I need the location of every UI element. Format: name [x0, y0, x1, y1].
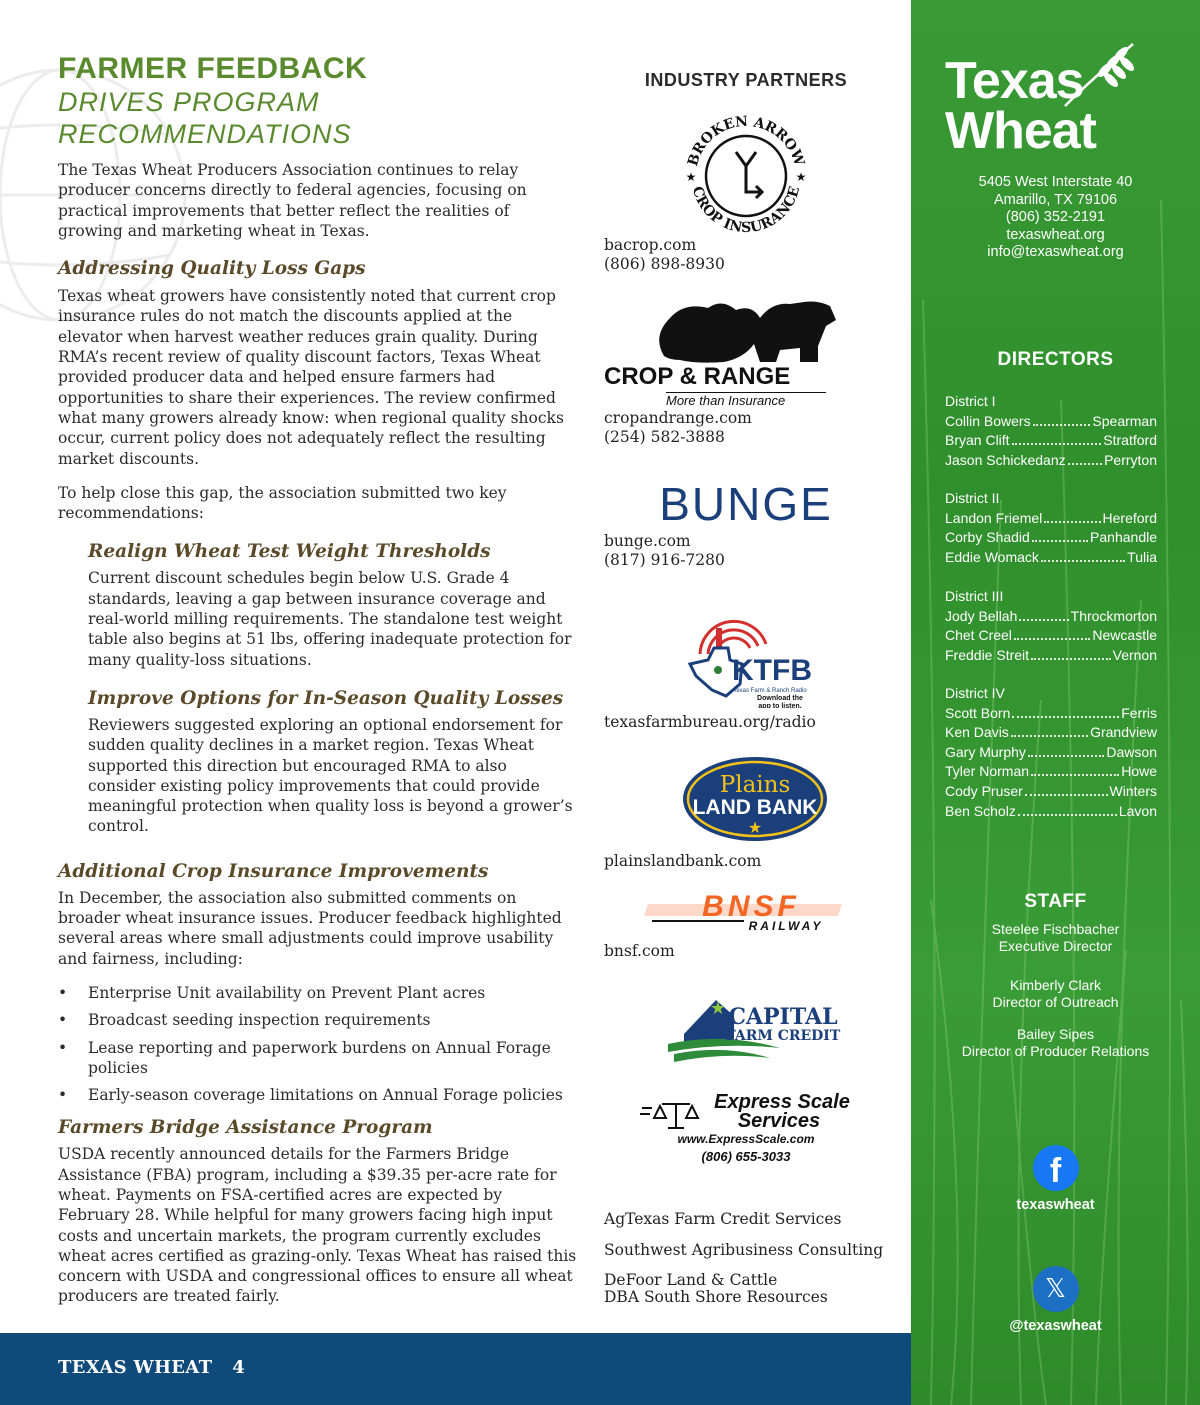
- crop-range-name: CROP & RANGE: [604, 363, 791, 390]
- plains-site[interactable]: plainslandbank.com: [604, 852, 762, 870]
- article-title: FARMER FEEDBACK: [58, 52, 368, 85]
- bunge-partner: [604, 478, 888, 570]
- footer-page-number: 4: [232, 1357, 246, 1378]
- address-website[interactable]: texaswheat.org: [1006, 226, 1105, 243]
- broken-arrow-site[interactable]: bacrop.com: [604, 236, 697, 254]
- section-heading-quality-loss: Addressing Quality Loss Gaps: [58, 258, 366, 280]
- staff-member: [911, 1026, 1200, 1060]
- director-row: Freddie Streit Vernon: [945, 646, 1157, 663]
- bridge-paragraph: USDA recently announced details for the Farmers Bridge Assistance (FBA) program, including a $39.35 per-acre rate for wheat. Payments on FSA-certified acres are expected by February 28. While helpful for many growers facing high input costs and uncertain markets, the program currently excludes wheat acres certified as grazing-only. Texas Wheat has raised this concern with USDA and congressional offices to ensure all wheat producers are treated fairly.: [58, 1145, 577, 1306]
- list-item: • Enterprise Unit availability on Prevent Plant acres: [58, 983, 578, 1003]
- director-row: Gary Murphy Dawson: [945, 743, 1157, 760]
- brand-texas: Texas: [945, 52, 1084, 110]
- x-handle[interactable]: @texaswheat: [1009, 1318, 1102, 1334]
- district-label: District II: [945, 490, 1000, 506]
- director-row: Tyler Norman Howe: [945, 763, 1157, 780]
- text-partners: [604, 1210, 888, 1306]
- subsection-heading-test-weight: Realign Wheat Test Weight Thresholds: [88, 541, 491, 563]
- svg-text:FARM CREDIT: FARM CREDIT: [725, 1028, 841, 1044]
- facebook-link[interactable]: [911, 1145, 1200, 1213]
- broken-arrow-logo: [604, 112, 888, 236]
- district-label: District III: [945, 588, 1004, 604]
- director-row: Eddie Womack Tulia: [945, 548, 1157, 565]
- district-2: [945, 489, 1157, 567]
- intro-paragraph: The Texas Wheat Producers Association continues to relay producer concerns directly to federal agencies, focusing on practical improvements that better reflect the realities of growing and marketing wheat in Texas.: [58, 161, 527, 240]
- contact-address: [911, 174, 1200, 262]
- footer-publication: TEXAS WHEAT: [58, 1357, 213, 1378]
- address-city: Amarillo, TX 79106: [993, 191, 1118, 208]
- director-row: Bryan Clift Stratford: [945, 432, 1157, 449]
- express-logo: [604, 1086, 888, 1166]
- staff-name: Bailey Sipes: [1016, 1026, 1095, 1042]
- svg-text:BNSF: BNSF: [702, 890, 800, 923]
- district-label: District I: [945, 393, 996, 409]
- test-weight-paragraph: Current discount schedules begin below U.S. Grade 4 standards, leaving a gap between insurance coverage and real-world milling requirements. The standalone test weight table also begins at 51 lbs, offering inadequate protection for many quality-loss situations.: [88, 569, 572, 669]
- svg-text:(806) 655-3033: (806) 655-3033: [701, 1149, 791, 1164]
- svg-text:Express Scale: Express Scale: [714, 1091, 850, 1113]
- facebook-icon[interactable]: f: [1033, 1145, 1079, 1191]
- director-row: Jason Schickedanz Perryton: [945, 451, 1157, 468]
- broken-arrow-partner: [604, 112, 888, 274]
- svg-text:KTFB: KTFB: [732, 654, 812, 687]
- subsection-heading-in-season: Improve Options for In-Season Quality Losses: [88, 687, 564, 709]
- x-icon[interactable]: 𝕏: [1033, 1266, 1079, 1312]
- facebook-handle[interactable]: texaswheat: [1016, 1197, 1095, 1213]
- staff-name: Steelee Fischbacher: [991, 921, 1120, 937]
- director-row: Ben Scholz Lavon: [945, 802, 1157, 819]
- improvement-list: [58, 983, 578, 1105]
- partner-defoor: DeFoor Land & Cattle: [604, 1271, 778, 1289]
- crop-range-logo: [604, 296, 888, 366]
- district-3: [945, 587, 1157, 665]
- svg-text:CAPITAL: CAPITAL: [728, 1004, 838, 1030]
- director-row: Scott Born Ferris: [945, 704, 1157, 721]
- ktfb-site[interactable]: texasfarmbureau.org/radio: [604, 713, 816, 731]
- district-1: [945, 392, 1157, 470]
- sidebar: [911, 0, 1200, 1405]
- bnsf-partner: [604, 888, 888, 961]
- ktfb-partner: [604, 600, 888, 732]
- director-row: Ken Davis Grandview: [945, 724, 1157, 741]
- svg-text:★: ★: [685, 170, 697, 184]
- director-row: Collin Bowers Spearman: [945, 412, 1157, 429]
- svg-text:www.ExpressScale.com: www.ExpressScale.com: [677, 1132, 815, 1146]
- bnsf-logo: [604, 888, 888, 934]
- quality-loss-paragraph: Texas wheat growers have consistently noted that current crop insurance rules do not match the discounts applied at the elevator when harvest weather reduces grain quality. During RMA’s recent review of quality discount factors, Texas Wheat provided producer data and helped ensure farmers had opportunities to share their experiences. The review confirmed what many growers already know: when regional quality shocks occur, current policy does not adequately reflect the resulting market discounts.: [58, 287, 564, 468]
- svg-text:RAILWAY: RAILWAY: [748, 919, 824, 933]
- address-phone: (806) 352-2191: [1005, 209, 1106, 225]
- list-item: • Lease reporting and paperwork burdens on Annual Forage policies: [58, 1038, 578, 1079]
- svg-text:Download the: Download the: [757, 695, 803, 702]
- scale-icon: [640, 1104, 698, 1128]
- article-subtitle: DRIVES PROGRAM RECOMMENDATIONS: [58, 87, 352, 149]
- industry-partners: [604, 70, 888, 91]
- staff-title: Director of Outreach: [992, 994, 1119, 1010]
- director-row: Landon Friemel Hereford: [945, 509, 1157, 526]
- article: [58, 52, 578, 1307]
- svg-text:CROP INSURANCE: CROP INSURANCE: [688, 184, 804, 236]
- crop-range-partner: [604, 296, 888, 447]
- capital-logo: [604, 986, 888, 1066]
- partner-agtexas: AgTexas Farm Credit Services: [604, 1210, 842, 1228]
- district-label: District IV: [945, 685, 1005, 701]
- bunge-phone: (817) 916-7280: [604, 551, 725, 569]
- partner-southwest: Southwest Agribusiness Consulting: [604, 1241, 884, 1259]
- footer-bar: [0, 1333, 911, 1405]
- svg-text:LAND BANK: LAND BANK: [692, 796, 818, 819]
- capital-partner: [604, 986, 888, 1070]
- list-item: • Early-season coverage limitations on Annual Forage policies: [58, 1085, 578, 1105]
- staff-member: [911, 921, 1200, 955]
- ktfb-logo: [604, 600, 888, 708]
- crop-range-tagline: More than Insurance: [666, 392, 826, 409]
- svg-text:Services: Services: [737, 1110, 821, 1132]
- recommendations: [58, 540, 578, 836]
- section-heading-additional: Additional Crop Insurance Improvements: [58, 860, 489, 882]
- crop-range-site[interactable]: cropandrange.com: [604, 409, 752, 427]
- additional-paragraph: In December, the association also submitted comments on broader wheat insurance issues. Producer feedback highlighted several areas where small adjustments could improve usability and fairness, including:: [58, 888, 562, 968]
- staff-name: Kimberly Clark: [1009, 977, 1101, 993]
- staff-title: Executive Director: [998, 938, 1113, 954]
- bunge-site[interactable]: bunge.com: [604, 532, 691, 550]
- plains-logo: [604, 756, 888, 842]
- svg-text:Texas Farm & Ranch Radio: Texas Farm & Ranch Radio: [733, 688, 807, 694]
- crop-range-phone: (254) 582-3888: [604, 428, 725, 446]
- staff-member: [911, 977, 1200, 1011]
- director-row: Chet Creel Newcastle: [945, 627, 1157, 644]
- svg-text:★: ★: [795, 170, 807, 184]
- section-heading-bridge: Farmers Bridge Assistance Program: [58, 1117, 433, 1139]
- plains-partner: [604, 756, 888, 871]
- footer-label: [58, 1357, 245, 1378]
- bnsf-site[interactable]: bnsf.com: [604, 942, 675, 960]
- director-row: Jody Bellah Throckmorton: [945, 607, 1157, 624]
- list-item: • Broadcast seeding inspection requirements: [58, 1010, 578, 1030]
- brand-wheat: Wheat: [945, 102, 1096, 160]
- partners-heading: INDUSTRY PARTNERS: [644, 70, 848, 90]
- address-street: 5405 West Interstate 40: [978, 174, 1133, 190]
- staff-title: Director of Producer Relations: [961, 1043, 1150, 1059]
- svg-text:★: ★: [747, 818, 763, 837]
- broken-arrow-phone: (806) 898-8930: [604, 255, 725, 273]
- svg-text:BROKEN ARROW: BROKEN ARROW: [685, 113, 808, 168]
- wheat-stalk-icon: [1061, 40, 1141, 110]
- directors-heading: DIRECTORS: [997, 349, 1114, 370]
- staff-heading: STAFF: [1024, 891, 1087, 912]
- express-partner: [604, 1086, 888, 1170]
- x-link[interactable]: [911, 1266, 1200, 1334]
- recommendations-intro: To help close this gap, the association submitted two key recommendations:: [58, 483, 507, 523]
- director-row: Corby Shadid Panhandle: [945, 529, 1157, 546]
- svg-text:app to listen.: app to listen.: [758, 703, 802, 708]
- in-season-paragraph: Reviewers suggested exploring an optional endorsement for sudden quality declines in a market region. Texas Wheat supported this direction but encouraged RMA to also consider existing policy improvements that could provide meaningful protection when quality loss is beyond a grower’s control.: [88, 715, 573, 836]
- district-4: [945, 684, 1157, 821]
- address-email[interactable]: info@texaswheat.org: [987, 244, 1124, 260]
- bunge-logo: BUNGE: [659, 478, 833, 530]
- svg-text:★: ★: [709, 998, 727, 1019]
- svg-text:Plains: Plains: [719, 772, 791, 798]
- director-row: Cody Pruser Winters: [945, 782, 1157, 799]
- partner-defoor-dba: DBA South Shore Resources: [604, 1288, 828, 1306]
